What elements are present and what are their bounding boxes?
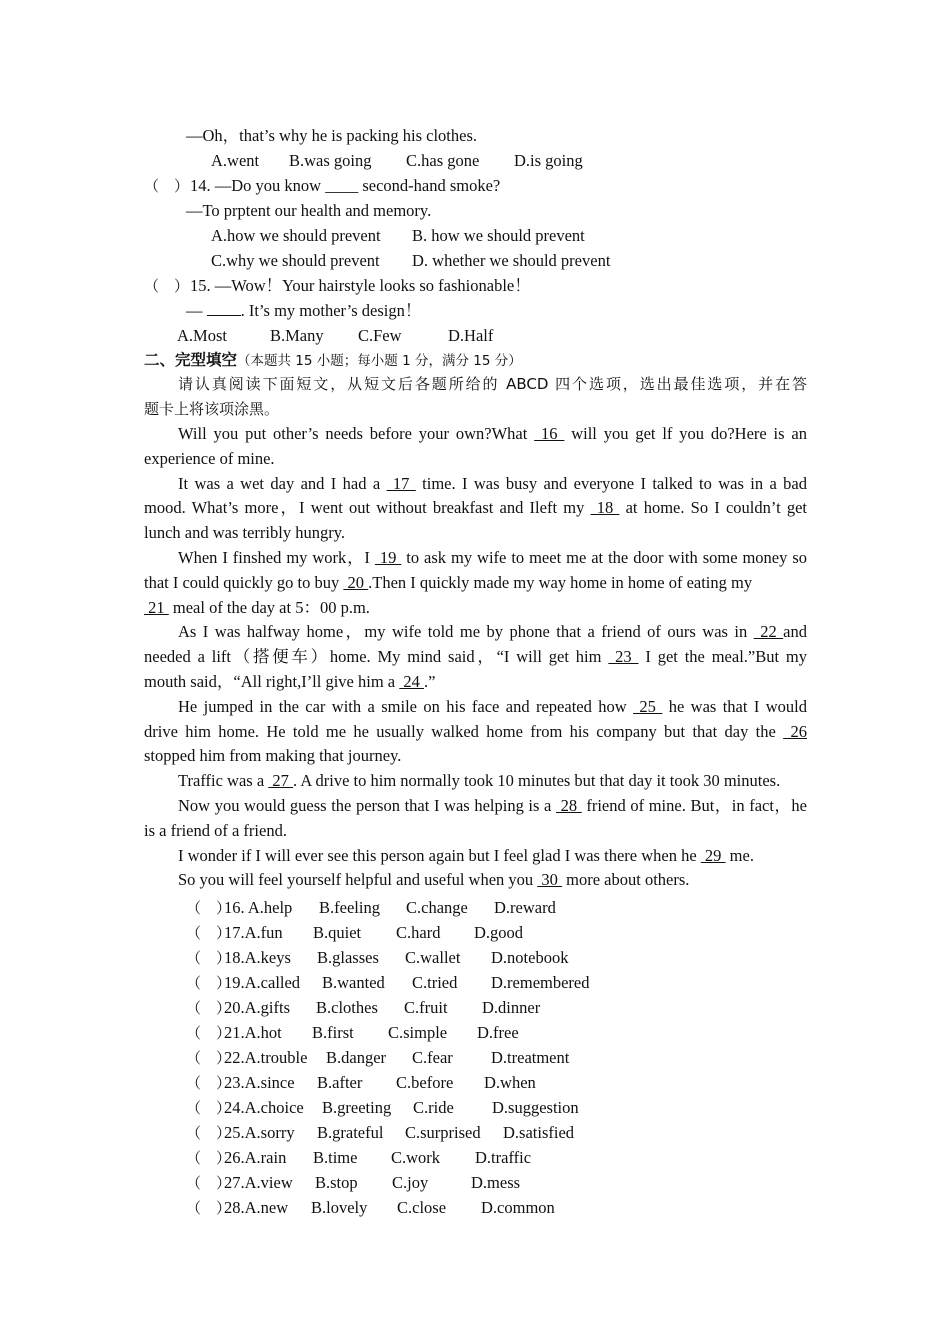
q15-option-b: B.Many: [270, 326, 324, 345]
answer-paren: （ ）: [186, 1174, 232, 1192]
q15-response: [186, 299, 421, 323]
choice-b: B.after: [317, 1073, 363, 1092]
q15-stem: 15. —Wow！Your hairstyle looks so fashionable！: [190, 276, 531, 295]
q14-option-d: D. whether we should prevent: [412, 251, 611, 270]
instruction-line-1: 请认真阅读下面短文，从短文后各题所给的 ABCD 四个选项，选出最佳选项，并在答: [178, 375, 807, 393]
choice-a: 16. A.help: [224, 898, 293, 917]
q14-stem: 14. —Do you know ____ second-hand smoke?: [190, 176, 501, 195]
passage-line: [144, 769, 807, 794]
passage-text: needed a lift（搭便车）home. My mind said，“I will get him: [144, 647, 609, 667]
q14-option-b: B. how we should prevent: [412, 226, 585, 245]
passage: [144, 422, 807, 893]
passage-text: .”: [424, 671, 436, 691]
passage-text: time. I was busy and everyone I talked to was in a bad: [415, 473, 807, 493]
passage-text: meal of the day at 5：00 p.m.: [168, 597, 370, 617]
blank-26: 26: [783, 721, 808, 741]
choice-b: B.wanted: [322, 973, 385, 992]
passage-text: So you will feel yourself helpful and useful when you: [178, 870, 538, 890]
section-heading: [144, 348, 522, 372]
blank-20: 20: [343, 572, 369, 592]
passage-text: As I was halfway home，my wife told me by phone that a friend of ours was in: [178, 622, 754, 642]
passage-text: It was a wet day and I had a: [178, 473, 387, 493]
passage-text: I wonder if I will ever see this person again but I feel glad I was there when he: [178, 845, 701, 865]
section-title: 二、完型填空: [144, 351, 238, 369]
passage-line: [144, 596, 807, 621]
choice-c: C.fear: [412, 1048, 453, 1067]
q15-blank: [207, 301, 241, 316]
choice-a: 19.A.called: [224, 973, 301, 992]
q15-option-c: C.Few: [358, 326, 402, 345]
blank-25: 25: [633, 696, 663, 716]
passage-line: [144, 794, 807, 819]
passage-text: at home. So I couldn’t get: [619, 498, 808, 518]
passage-line: stopped him from making that journey.: [144, 746, 402, 766]
choice-a: 18.A.keys: [224, 948, 291, 967]
answer-paren: （ ）: [186, 1124, 232, 1142]
blank-21: 21: [144, 597, 169, 617]
q15-option-a: A.Most: [177, 326, 227, 345]
passage-text: When I finshed my work，I: [178, 547, 375, 567]
blank-18: 18: [590, 498, 620, 518]
choice-c: C.hard: [396, 923, 441, 942]
choice-c: C.simple: [388, 1023, 448, 1042]
passage-line: [144, 546, 807, 571]
q13-option-a: A.went: [211, 151, 260, 170]
choice-d: D.suggestion: [492, 1098, 579, 1117]
blank-29: 29: [700, 845, 726, 865]
choice-d: D.good: [474, 923, 524, 942]
choice-c: C.ride: [413, 1098, 454, 1117]
q14-option-a: A.how we should prevent: [211, 226, 381, 245]
blank-27: 27: [268, 771, 294, 791]
passage-line: [144, 720, 807, 745]
passage-line: is a friend of a friend.: [144, 820, 287, 840]
choice-a: 23.A.since: [224, 1073, 295, 1092]
blank-17: 17: [386, 473, 416, 493]
passage-line: [144, 571, 807, 596]
choice-a: 17.A.fun: [224, 923, 283, 942]
passage-text: I get the meal.”But my: [638, 647, 808, 667]
choice-d: D.remembered: [491, 973, 590, 992]
passage-line: [144, 844, 807, 869]
choice-c: C.change: [406, 898, 468, 917]
choice-d: D.reward: [494, 898, 556, 917]
choice-c: C.close: [397, 1198, 447, 1217]
passage-line: [144, 422, 807, 447]
passage-text: more about others.: [562, 870, 690, 890]
passage-text: me.: [725, 845, 754, 865]
choice-b: B.feeling: [319, 898, 380, 917]
passage-line: [144, 868, 807, 893]
choice-d: D.mess: [471, 1173, 521, 1192]
q14-response: —To prptent our health and memory.: [186, 201, 432, 220]
choice-c: C.wallet: [405, 948, 461, 967]
choice-a: 27.A.view: [224, 1173, 293, 1192]
passage-text: will you get lf you do?Here is an: [564, 424, 807, 443]
q15-option-d: D.Half: [448, 326, 494, 345]
choice-d: D.treatment: [491, 1048, 570, 1067]
passage-line: [144, 670, 807, 695]
q13-option-c: C.has gone: [406, 151, 480, 170]
answer-paren: （ ）: [186, 974, 232, 992]
q14-answer-paren: （ ）: [144, 177, 190, 195]
passage-text: . A drive to him normally took 10 minutes but that day it took 30 minutes.: [293, 771, 781, 791]
choice-d: D.free: [477, 1023, 519, 1042]
answer-paren: （ ）: [186, 999, 232, 1017]
section-instruction: [144, 372, 807, 422]
passage-line: [144, 645, 807, 670]
q15-dash: —: [186, 301, 203, 320]
answer-paren: （ ）: [186, 1049, 232, 1067]
passage-text: .Then I quickly made my way home in home of eating my: [368, 572, 753, 592]
passage-text: drive him home. He told me he usually walked home from his company but that day the: [144, 721, 784, 741]
choice-b: B.quiet: [313, 923, 362, 942]
instruction-line-2: 题卡上将该项涂黑。: [144, 399, 280, 418]
choice-d: D.dinner: [482, 998, 541, 1017]
passage-line: [144, 695, 807, 720]
choice-b: B.first: [312, 1023, 354, 1042]
passage-line: [144, 620, 807, 645]
q14-option-c: C.why we should prevent: [211, 251, 380, 270]
choice-b: B.time: [313, 1148, 358, 1167]
q15-response-text: . It’s my mother’s design！: [240, 301, 422, 320]
choice-a: 25.A.sorry: [224, 1123, 295, 1142]
answer-paren: （ ）: [186, 949, 232, 967]
choice-c: C.work: [391, 1148, 441, 1167]
choice-b: B.stop: [315, 1173, 358, 1192]
passage-text: He jumped in the car with a smile on his face and repeated how: [178, 696, 634, 716]
choice-c: C.before: [396, 1073, 454, 1092]
answer-paren: （ ）: [186, 1099, 232, 1117]
choice-d: D.when: [484, 1073, 536, 1092]
choice-a: 21.A.hot: [224, 1023, 282, 1042]
choice-b: B.clothes: [316, 998, 378, 1017]
answer-paren: （ ）: [186, 924, 232, 942]
choice-b: B.grateful: [317, 1123, 384, 1142]
passage-text: that I could quickly go to buy: [144, 572, 344, 592]
choice-a: 22.A.trouble: [224, 1048, 308, 1067]
choice-a: 28.A.new: [224, 1198, 289, 1217]
blank-23: 23: [608, 647, 639, 667]
choice-b: B.danger: [326, 1048, 387, 1067]
choice-d: D.traffic: [475, 1148, 532, 1167]
answer-paren: （ ）: [186, 1024, 232, 1042]
passage-text: to ask my wife to meet me at the door with some money so: [401, 547, 808, 567]
blank-30: 30: [537, 870, 563, 890]
choice-c: C.fruit: [404, 998, 448, 1017]
choice-d: D.common: [481, 1198, 555, 1217]
choice-c: C.tried: [412, 973, 458, 992]
blank-16: 16: [534, 424, 565, 443]
choice-c: C.surprised: [405, 1123, 481, 1142]
choice-d: D.notebook: [491, 948, 569, 967]
q13-response: —Oh，that’s why he is packing his clothes.: [186, 126, 478, 145]
choice-a: 26.A.rain: [224, 1148, 287, 1167]
section-note: （本题共 15 小题；每小题 1 分，满分 15 分）: [237, 353, 522, 369]
blank-24: 24: [399, 671, 425, 691]
answer-paren: （ ）: [186, 899, 232, 917]
choice-b: B.glasses: [317, 948, 379, 967]
passage-text: mouth said，“All right,I’ll give him a: [144, 671, 400, 691]
passage-text: friend of mine. But，in fact，he: [581, 795, 807, 815]
choice-d: D.satisfied: [503, 1123, 575, 1142]
blank-22: 22: [753, 622, 784, 642]
passage-line: [144, 472, 807, 497]
answer-paren: （ ）: [186, 1199, 232, 1217]
passage-text: and: [783, 622, 807, 642]
answer-paren: （ ）: [186, 1074, 232, 1092]
choice-a: 24.A.choice: [224, 1098, 304, 1117]
choice-b: B.lovely: [311, 1198, 368, 1217]
passage-line: [144, 496, 807, 521]
passage-text: he was that I would: [662, 696, 807, 716]
choice-c: C.joy: [392, 1173, 429, 1192]
q15-answer-paren: （ ）: [144, 277, 190, 295]
q13-option-b: B.was going: [289, 151, 372, 170]
passage-text: mood. What’s more，I went out without breakfast and Ileft my: [144, 498, 591, 518]
passage-text: Now you would guess the person that I was helping is a: [178, 795, 556, 815]
blank-19: 19: [374, 547, 402, 567]
passage-line: lunch and was terribly hungry.: [144, 523, 346, 543]
q13-option-d: D.is going: [514, 151, 583, 170]
passage-text: Will you put other’s needs before your own?What: [178, 424, 535, 443]
choice-b: B.greeting: [322, 1098, 392, 1117]
answer-paren: （ ）: [186, 1149, 232, 1167]
passage-line: experience of mine.: [144, 448, 275, 468]
passage-text: Traffic was a: [178, 771, 269, 791]
blank-28: 28: [556, 795, 582, 815]
choice-a: 20.A.gifts: [224, 998, 290, 1017]
